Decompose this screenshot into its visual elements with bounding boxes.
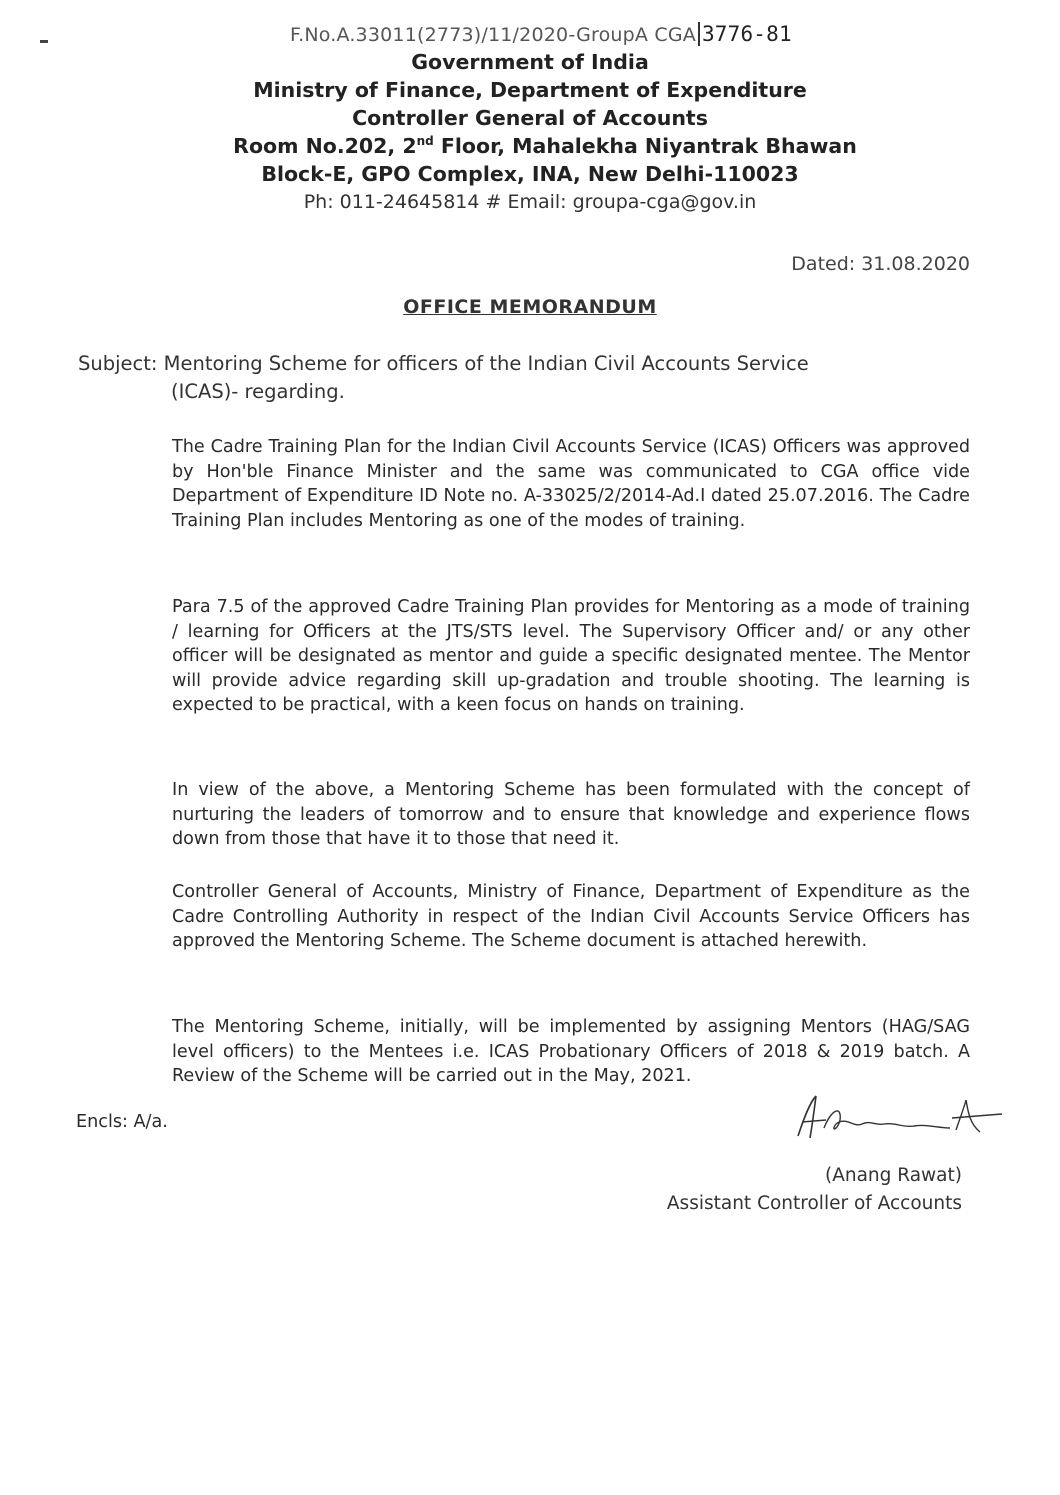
signatory-block bbox=[667, 1162, 962, 1218]
handwritten-signature bbox=[780, 1088, 1020, 1148]
paragraph-2 bbox=[74, 595, 970, 718]
letterhead-contact: Ph: 011-24645814 # Email: groupa-cga@gov.in bbox=[303, 191, 757, 213]
letterhead-address: Block-E, GPO Complex, INA, New Delhi-110023 bbox=[261, 162, 799, 186]
subject-line-1: Subject: Mentoring Scheme for officers of the Indian Civil Accounts Service bbox=[78, 352, 809, 375]
letterhead-room-pre: Room No.202, 2 bbox=[233, 134, 417, 158]
signatory-name: (Anang Rawat) bbox=[824, 1165, 962, 1186]
subject-line-2: (ICAS)- regarding. bbox=[171, 380, 345, 403]
file-number-printed: F.No.A.33011(2773)/11/2020-GroupA CGA bbox=[290, 24, 696, 46]
paragraph-1-text: The Cadre Training Plan for the Indian Civil Accounts Service (ICAS) Officers was approved by Hon'ble Finance Minister and the same was communicated to CGA office vide Department of Expenditure ID Note no. A-33025/2/2014-Ad.I dated 25.07.2016. The Cadre Training Plan includes Mentoring as one of the modes of training. bbox=[172, 437, 970, 531]
subject bbox=[78, 350, 978, 406]
scan-mark bbox=[40, 40, 48, 43]
memo-title: OFFICE MEMORANDUM bbox=[403, 296, 657, 318]
paragraph-4 bbox=[74, 880, 970, 954]
letterhead-office: Controller General of Accounts bbox=[352, 106, 708, 130]
file-number-handwritten: 3776-81 bbox=[698, 22, 792, 46]
date-line: Dated: 31.08.2020 bbox=[791, 253, 970, 275]
signatory-designation: Assistant Controller of Accounts bbox=[666, 1193, 962, 1214]
paragraph-5-text: The Mentoring Scheme, initially, will be implemented by assigning Mentors (HAG/SAG level officers) to the Mentees i.e. ICAS Probationary Officers of 2018 & 2019 batch. A Review of the Scheme will be carried out in the May, 2021. bbox=[172, 1017, 970, 1086]
file-number bbox=[290, 22, 792, 46]
letterhead-room bbox=[0, 132, 1060, 160]
paragraph-2-text: Para 7.5 of the approved Cadre Training Plan provides for Mentoring as a mode of training / learning for Officers at the JTS/STS level. The Supervisory Officer and/ or any other officer will be designated as mentor and guide a specific designated mentee. The Mentor will provide advice regarding skill up-gradation and trouble shooting. The learning is expected to be practical, with a keen focus on hands on training. bbox=[172, 597, 970, 715]
letterhead-room-sup: nd bbox=[416, 134, 434, 148]
letterhead-government: Government of India bbox=[411, 50, 649, 74]
paragraph-1 bbox=[74, 435, 970, 533]
paragraph-5 bbox=[74, 1015, 970, 1089]
paragraph-3 bbox=[74, 778, 970, 852]
paragraph-4-text: Controller General of Accounts, Ministry of Finance, Department of Expenditure as the Cadre Controlling Authority in respect of the Indian Civil Accounts Service Officers has approved the Mentoring Scheme. The Scheme document is attached herewith. bbox=[172, 882, 970, 951]
letterhead-room-post: Floor, Mahalekha Niyantrak Bhawan bbox=[433, 134, 857, 158]
letterhead-ministry: Ministry of Finance, Department of Expenditure bbox=[253, 78, 807, 102]
paragraph-3-text: In view of the above, a Mentoring Scheme has been formulated with the concept of nurturing the leaders of tomorrow and to ensure that knowledge and experience flows down from those that have it to those that need it. bbox=[172, 780, 970, 849]
enclosures: Encls: A/a. bbox=[76, 1112, 168, 1132]
letterhead bbox=[0, 48, 1060, 216]
